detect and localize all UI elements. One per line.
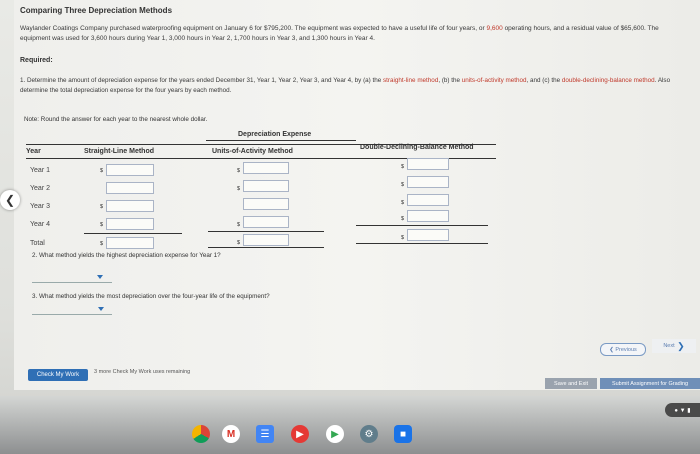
col-header-units-of-activity: Units-of-Activity Method xyxy=(212,148,293,155)
currency-ddb-4: $ xyxy=(401,216,405,222)
group-header-rule xyxy=(206,140,356,141)
sl-total-rule xyxy=(84,233,182,234)
intro-text-1: Waylander Coatings Company purchased waterproofing equipment on January 6 for $795,200. The equipment was expected to have a useful life of four years, or xyxy=(20,25,487,32)
currency-ddb-2: $ xyxy=(401,182,405,188)
row-label-year4: Year 4 xyxy=(30,221,50,228)
ddb-year4-input[interactable] xyxy=(407,210,449,222)
q1-end: . Also determine the total depreciation expense for the four years by each method. xyxy=(20,77,671,94)
system-tray[interactable]: ● ▼ ▮ xyxy=(665,403,700,417)
sl-year3-input[interactable] xyxy=(106,200,154,212)
q3-dropdown-chevron-icon[interactable] xyxy=(98,307,104,311)
q1-text: 1. Determine the amount of depreciation expense for the years ended December 31, Year 1, Year 2, Year 3, and Year 4, by (a) the xyxy=(20,77,384,84)
ddb-total-rule xyxy=(356,225,488,226)
currency-ddb-1: $ xyxy=(401,164,405,170)
q1-link-double-declining[interactable]: double-declining-balance method xyxy=(561,77,655,84)
row-label-year2: Year 2 xyxy=(30,185,50,192)
question-3: 3. What method yields the most depreciation over the four-year life of the equipment? xyxy=(32,293,270,300)
ddb-total-input[interactable] xyxy=(407,229,449,241)
q2-dropdown-chevron-icon[interactable] xyxy=(97,275,103,279)
required-label: Required: xyxy=(20,57,53,64)
currency-ua-4: $ xyxy=(237,222,241,228)
ua-year2-input[interactable] xyxy=(243,180,289,192)
currency-sl-total: $ xyxy=(100,241,104,247)
ua-total-double-rule xyxy=(208,247,324,248)
ddb-year1-input[interactable] xyxy=(407,158,449,170)
q2-dropdown[interactable] xyxy=(32,282,112,283)
currency-ddb-3: $ xyxy=(401,200,405,206)
depreciation-expense-header: Depreciation Expense xyxy=(238,131,312,138)
previous-label: Previous xyxy=(615,346,637,353)
currency-sl-1: $ xyxy=(100,168,104,174)
question-1 xyxy=(20,76,690,96)
gmail-icon[interactable]: M xyxy=(222,425,240,443)
chrome-icon[interactable] xyxy=(192,425,210,443)
sl-year1-input[interactable] xyxy=(106,164,154,176)
currency-ua-1: $ xyxy=(237,168,241,174)
chevron-left-icon: ❮ xyxy=(609,346,616,353)
currency-ddb-total: $ xyxy=(401,235,405,241)
play-icon[interactable]: ▶ xyxy=(326,425,344,443)
files-icon[interactable]: ■ xyxy=(394,425,412,443)
q3-dropdown[interactable] xyxy=(32,314,112,315)
check-my-work-button[interactable]: Check My Work xyxy=(28,369,88,381)
sl-year4-input[interactable] xyxy=(106,218,154,230)
sl-total-input[interactable] xyxy=(106,237,154,249)
q1-link-straight-line[interactable]: straight-line method xyxy=(383,77,439,84)
col-header-year: Year xyxy=(26,148,41,155)
question-2: 2. What method yields the highest depreciation expense for Year 1? xyxy=(32,252,221,259)
intro-text-2: operating hours, and a residual value of $65,600. The equipment was used for 3,600 hours during Year 1, 3,000 hours in Year 2, 1,700 hours in Year 3, and 1,300 hours in Year 4. xyxy=(20,25,659,42)
ua-year4-input[interactable] xyxy=(243,216,289,228)
youtube-icon[interactable]: ▶ xyxy=(291,425,309,443)
check-remaining-text: 3 more Check My Work uses remaining xyxy=(94,369,191,375)
save-and-exit-button[interactable]: Save and Exit xyxy=(545,378,597,389)
problem-intro xyxy=(20,24,690,44)
row-label-year1: Year 1 xyxy=(30,167,50,174)
assignment-page xyxy=(14,0,700,390)
ddb-total-double-rule xyxy=(356,243,488,244)
os-taskbar xyxy=(0,396,700,454)
row-label-year3: Year 3 xyxy=(30,203,50,210)
page-title: Comparing Three Depreciation Methods xyxy=(20,6,173,15)
ua-total-input[interactable] xyxy=(243,234,289,246)
ua-year3-input[interactable] xyxy=(243,198,289,210)
ddb-year2-input[interactable] xyxy=(407,176,449,188)
q1-mid2: , and (c) the xyxy=(526,77,562,84)
col-header-straight-line: Straight-Line Method xyxy=(84,148,154,155)
currency-sl-4: $ xyxy=(100,222,104,228)
currency-ua-total: $ xyxy=(237,240,241,246)
q1-mid1: , (b) the xyxy=(438,77,462,84)
docs-icon[interactable]: ☰ xyxy=(256,425,274,443)
sl-year2-input[interactable] xyxy=(106,182,154,194)
ddb-year3-input[interactable] xyxy=(407,194,449,206)
ua-total-rule xyxy=(208,231,324,232)
currency-sl-3: $ xyxy=(100,204,104,210)
row-label-total: Total xyxy=(30,240,45,247)
next-label: Next xyxy=(663,343,675,349)
back-arrow-icon[interactable]: ❮ xyxy=(0,190,20,210)
previous-button[interactable] xyxy=(600,343,646,356)
submit-assignment-button[interactable]: Submit Assignment for Grading xyxy=(600,378,700,389)
next-button[interactable] xyxy=(652,339,696,353)
col-header-double-declining: Double-Declining-Balance Method xyxy=(360,144,474,151)
currency-ua-2: $ xyxy=(237,186,241,192)
settings-icon[interactable]: ⚙ xyxy=(360,425,378,443)
ua-year1-input[interactable] xyxy=(243,162,289,174)
rounding-note: Note: Round the answer for each year to the nearest whole dollar. xyxy=(24,116,208,123)
q1-link-units-of-activity[interactable]: units-of-activity method xyxy=(461,77,527,84)
chevron-right-icon: ❯ xyxy=(674,340,685,351)
intro-hours: 9,600 xyxy=(486,25,503,32)
